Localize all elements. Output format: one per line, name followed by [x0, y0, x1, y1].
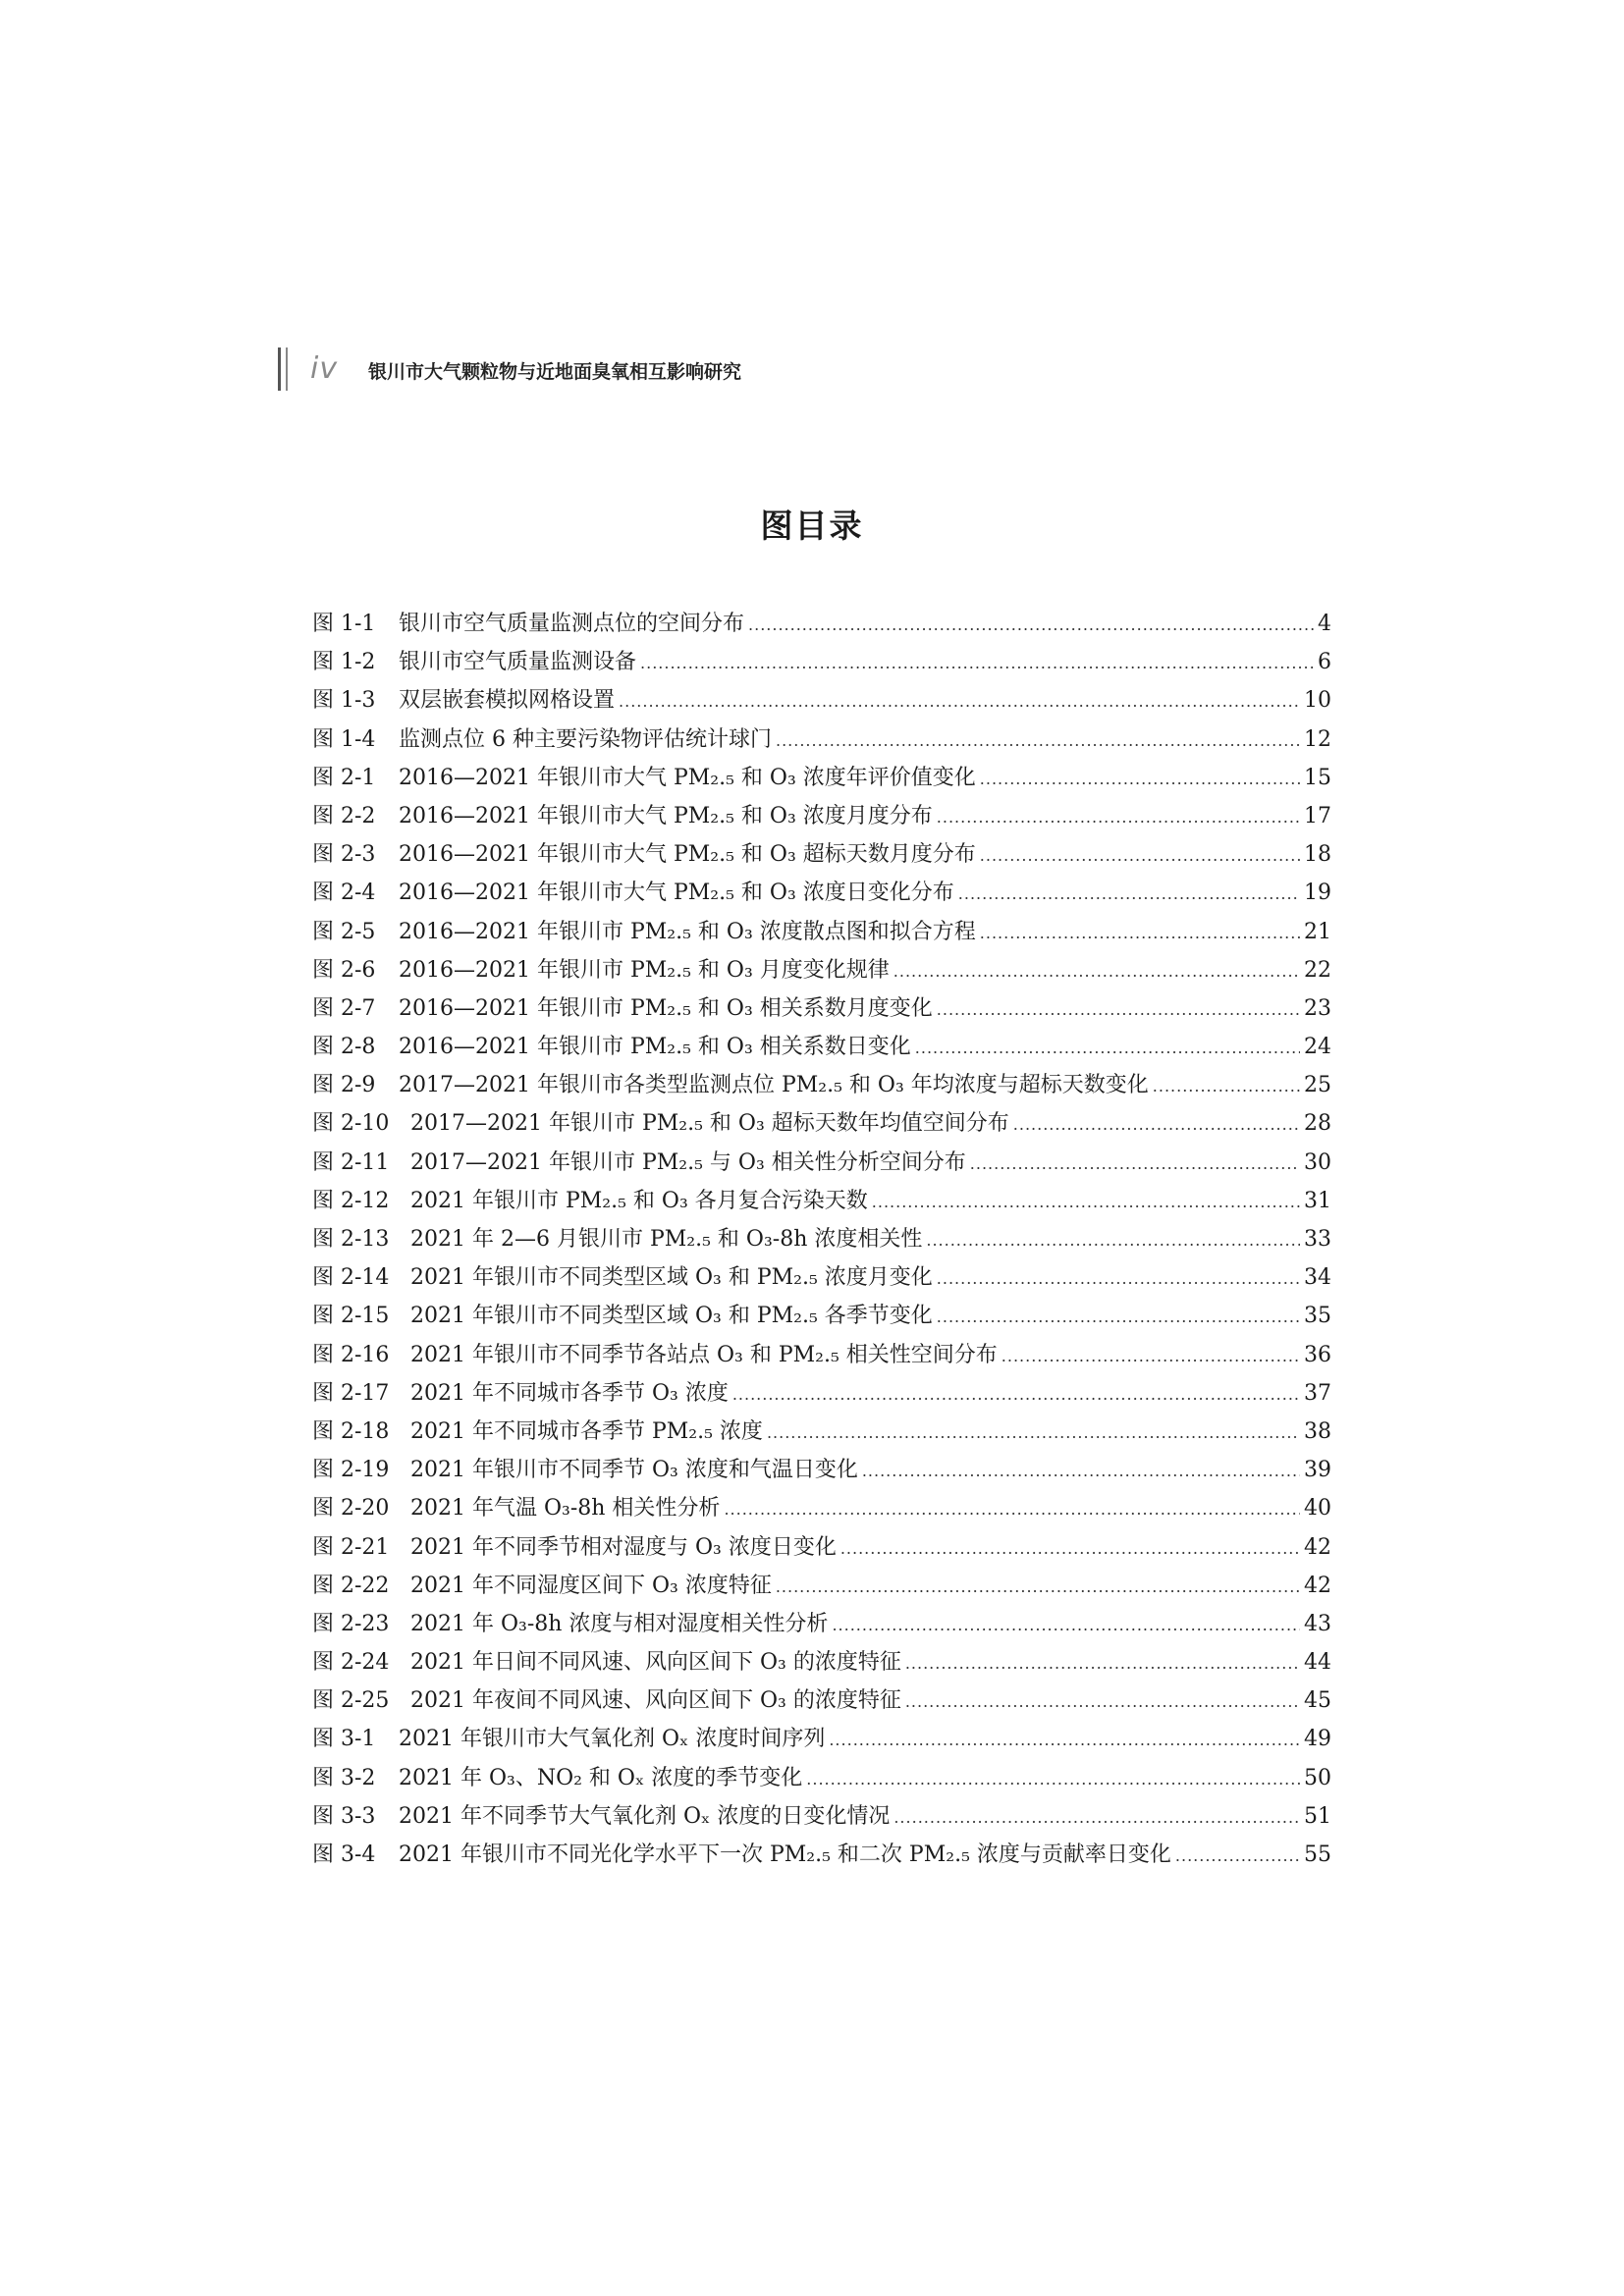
toc-entry[interactable]: [312, 759, 1331, 797]
page-ref: 18: [1304, 842, 1331, 868]
toc-entry[interactable]: [312, 643, 1331, 681]
figure-caption: 2016—2021 年银川市 PM₂.₅ 和 O₃ 浓度散点图和拟合方程: [399, 919, 976, 944]
page-ref: 45: [1304, 1688, 1331, 1714]
toc-entry[interactable]: [312, 1144, 1331, 1182]
figure-caption: 2016—2021 年银川市大气 PM₂.₅ 和 O₃ 浓度日变化分布: [399, 881, 954, 906]
dot-leader: [1001, 1337, 1300, 1375]
page-ref: 38: [1304, 1418, 1331, 1444]
toc-entry[interactable]: [312, 1104, 1331, 1143]
figure-label: 图 2-6: [312, 957, 376, 983]
dot-leader: [980, 760, 1300, 798]
page-ref: 12: [1304, 726, 1331, 752]
toc-entry[interactable]: [312, 874, 1331, 912]
figure-label: 图 1-3: [312, 688, 376, 714]
figure-caption: 银川市空气质量监测点位的空间分布: [399, 612, 745, 636]
page-ref: 39: [1304, 1458, 1331, 1483]
dot-leader: [640, 644, 1314, 682]
figure-caption: 2016—2021 年银川市大气 PM₂.₅ 和 O₃ 浓度月度分布: [399, 803, 933, 828]
toc-entry[interactable]: [312, 1413, 1331, 1451]
figure-caption: 2021 年不同湿度区间下 O₃ 浓度特征: [410, 1573, 772, 1598]
header-rule-thin: [286, 347, 288, 391]
dot-leader: [893, 952, 1300, 990]
dot-leader: [776, 721, 1300, 760]
toc-entry[interactable]: [312, 835, 1331, 874]
dot-leader: [893, 1798, 1300, 1837]
figure-label: 图 2-17: [312, 1380, 390, 1406]
figure-caption: 2021 年银川市不同类型区域 O₃ 和 PM₂.₅ 各季节变化: [410, 1304, 933, 1329]
dot-leader: [748, 606, 1314, 644]
page-number: iv: [310, 351, 339, 386]
figure-label: 图 2-10: [312, 1111, 390, 1137]
page-ref: 42: [1304, 1573, 1331, 1598]
figure-caption: 2021 年不同季节相对湿度与 O₃ 浓度日变化: [410, 1534, 837, 1560]
page-ref: 4: [1318, 612, 1331, 636]
figure-caption: 2017—2021 年银川市 PM₂.₅ 和 O₃ 超标天数年均值空间分布: [410, 1111, 1009, 1137]
figure-label: 图 2-20: [312, 1496, 390, 1522]
figure-caption: 2016—2021 年银川市 PM₂.₅ 和 O₃ 相关系数月度变化: [399, 995, 933, 1021]
figure-label: 图 2-4: [312, 881, 376, 906]
toc-entry[interactable]: [312, 1836, 1331, 1874]
figure-caption: 2021 年银川市 PM₂.₅ 和 O₃ 各月复合污染天数: [410, 1188, 868, 1213]
toc-entry[interactable]: [312, 1567, 1331, 1605]
page-ref: 49: [1304, 1727, 1331, 1752]
figure-caption: 2021 年银川市大气氧化剂 Oₓ 浓度时间序列: [399, 1727, 826, 1752]
toc-entry[interactable]: [312, 1297, 1331, 1335]
figure-caption: 2021 年不同季节大气氧化剂 Oₓ 浓度的日变化情况: [399, 1803, 891, 1829]
figure-label: 图 2-2: [312, 803, 376, 828]
running-header: [278, 347, 1162, 391]
dot-leader: [806, 1760, 1300, 1798]
dot-leader: [937, 1259, 1300, 1298]
figure-label: 图 2-18: [312, 1418, 390, 1444]
dot-leader: [862, 1452, 1300, 1490]
dot-leader: [619, 682, 1300, 721]
page-ref: 34: [1304, 1265, 1331, 1291]
toc-entry[interactable]: [312, 1605, 1331, 1643]
toc-entry[interactable]: [312, 1258, 1331, 1297]
figure-label: 图 2-25: [312, 1688, 390, 1714]
figure-label: 图 3-4: [312, 1842, 376, 1867]
figure-label: 图 2-19: [312, 1458, 390, 1483]
figure-caption: 2021 年不同城市各季节 PM₂.₅ 浓度: [410, 1418, 763, 1444]
toc-entry[interactable]: [312, 797, 1331, 835]
figure-label: 图 2-12: [312, 1188, 390, 1213]
page-ref: 31: [1304, 1188, 1331, 1213]
page-ref: 55: [1304, 1842, 1331, 1867]
toc-entry[interactable]: [312, 1220, 1331, 1258]
toc-title: 图目录: [760, 507, 864, 545]
figure-list: [312, 605, 1331, 1874]
figure-label: 图 2-3: [312, 842, 376, 868]
toc-entry[interactable]: [312, 1182, 1331, 1220]
figure-label: 图 2-5: [312, 919, 376, 944]
figure-label: 图 1-4: [312, 726, 376, 752]
dot-leader: [724, 1490, 1300, 1528]
figure-label: 图 2-24: [312, 1650, 390, 1676]
figure-label: 图 3-1: [312, 1727, 376, 1752]
dot-leader: [915, 1029, 1300, 1067]
toc-entry[interactable]: [312, 1682, 1331, 1720]
page-ref: 6: [1318, 650, 1331, 675]
figure-caption: 2021 年 O₃、NO₂ 和 Oₓ 浓度的季节变化: [399, 1765, 803, 1790]
figure-label: 图 3-2: [312, 1765, 376, 1790]
dot-leader: [958, 875, 1300, 913]
page-ref: 15: [1304, 765, 1331, 790]
toc-entry[interactable]: [312, 1451, 1331, 1489]
toc-entry[interactable]: [312, 1374, 1331, 1413]
figure-caption: 2017—2021 年银川市 PM₂.₅ 与 O₃ 相关性分析空间分布: [410, 1149, 966, 1175]
toc-entry[interactable]: [312, 989, 1331, 1028]
dot-leader: [872, 1183, 1300, 1221]
figure-label: 图 2-14: [312, 1265, 390, 1291]
page-ref: 33: [1304, 1227, 1331, 1252]
dot-leader: [732, 1375, 1300, 1414]
toc-entry[interactable]: [312, 1528, 1331, 1567]
page-ref: 37: [1304, 1380, 1331, 1406]
figure-label: 图 1-2: [312, 650, 376, 675]
figure-caption: 2021 年日间不同风速、风向区间下 O₃ 的浓度特征: [410, 1650, 901, 1676]
header-rule-thick: [278, 347, 281, 391]
dot-leader: [980, 914, 1300, 952]
dot-leader: [1013, 1105, 1300, 1144]
dot-leader: [980, 836, 1300, 875]
dot-leader: [840, 1529, 1300, 1568]
dot-leader: [767, 1414, 1300, 1452]
figure-caption: 2021 年气温 O₃-8h 相关性分析: [410, 1496, 721, 1522]
toc-entry[interactable]: [312, 721, 1331, 759]
figure-label: 图 2-15: [312, 1304, 390, 1329]
figure-label: 图 2-1: [312, 765, 376, 790]
dot-leader: [829, 1721, 1300, 1759]
figure-caption: 2021 年 O₃-8h 浓度与相对湿度相关性分析: [410, 1611, 829, 1636]
toc-entry[interactable]: [312, 913, 1331, 951]
toc-entry[interactable]: [312, 1759, 1331, 1797]
toc-entry[interactable]: [312, 1643, 1331, 1682]
page-ref: 28: [1304, 1111, 1331, 1137]
figure-caption: 2021 年银川市不同季节 O₃ 浓度和气温日变化: [410, 1458, 858, 1483]
page-ref: 24: [1304, 1035, 1331, 1060]
toc-entry[interactable]: [312, 1720, 1331, 1758]
figure-label: 图 2-21: [312, 1534, 390, 1560]
toc-entry[interactable]: [312, 605, 1331, 643]
dot-leader: [937, 1298, 1300, 1336]
figure-caption: 2021 年 2—6 月银川市 PM₂.₅ 和 O₃-8h 浓度相关性: [410, 1227, 923, 1252]
page-ref: 10: [1304, 688, 1331, 714]
toc-entry[interactable]: [312, 681, 1331, 720]
figure-label: 图 1-1: [312, 612, 376, 636]
figure-caption: 2016—2021 年银川市 PM₂.₅ 和 O₃ 相关系数日变化: [399, 1035, 911, 1060]
figure-caption: 2021 年银川市不同季节各站点 O₃ 和 PM₂.₅ 相关性空间分布: [410, 1342, 998, 1367]
figure-label: 图 2-11: [312, 1149, 390, 1175]
figure-caption: 2021 年银川市不同光化学水平下一次 PM₂.₅ 和二次 PM₂.₅ 浓度与贡献率日变化: [399, 1842, 1171, 1867]
figure-caption: 2016—2021 年银川市大气 PM₂.₅ 和 O₃ 超标天数月度分布: [399, 842, 976, 868]
page-ref: 44: [1304, 1650, 1331, 1676]
toc-entry[interactable]: [312, 1028, 1331, 1066]
figure-caption: 双层嵌套模拟网格设置: [399, 688, 616, 714]
dot-leader: [926, 1221, 1300, 1259]
figure-label: 图 2-9: [312, 1073, 376, 1098]
figure-caption: 2021 年不同城市各季节 O₃ 浓度: [410, 1380, 729, 1406]
figure-label: 图 2-8: [312, 1035, 376, 1060]
figure-label: 图 2-22: [312, 1573, 390, 1598]
figure-caption: 2016—2021 年银川市大气 PM₂.₅ 和 O₃ 浓度年评价值变化: [399, 765, 976, 790]
figure-label: 图 2-23: [312, 1611, 390, 1636]
toc-entry[interactable]: [312, 1066, 1331, 1104]
dot-leader: [1153, 1067, 1300, 1105]
figure-label: 图 2-16: [312, 1342, 390, 1367]
page-ref: 23: [1304, 995, 1331, 1021]
dot-leader: [776, 1568, 1300, 1606]
page-ref: 40: [1304, 1496, 1331, 1522]
figure-label: 图 3-3: [312, 1803, 376, 1829]
figure-caption: 监测点位 6 种主要污染物评估统计球门: [399, 726, 772, 752]
page-ref: 43: [1304, 1611, 1331, 1636]
page-ref: 50: [1304, 1765, 1331, 1790]
toc-entry[interactable]: [312, 951, 1331, 989]
toc-entry[interactable]: [312, 1489, 1331, 1527]
figure-caption: 2021 年银川市不同类型区域 O₃ 和 PM₂.₅ 浓度月变化: [410, 1265, 933, 1291]
dot-leader: [1175, 1837, 1300, 1875]
book-title: 银川市大气颗粒物与近地面臭氧相互影响研究: [368, 361, 742, 383]
page-ref: 25: [1304, 1073, 1331, 1098]
page-ref: 21: [1304, 919, 1331, 944]
figure-caption: 银川市空气质量监测设备: [399, 650, 637, 675]
page-ref: 35: [1304, 1304, 1331, 1329]
toc-entry[interactable]: [312, 1797, 1331, 1836]
dot-leader: [905, 1682, 1300, 1721]
figure-label: 图 2-13: [312, 1227, 390, 1252]
toc-entry[interactable]: [312, 1336, 1331, 1374]
dot-leader: [937, 798, 1300, 836]
figure-label: 图 2-7: [312, 995, 376, 1021]
figure-caption: 2017—2021 年银川市各类型监测点位 PM₂.₅ 和 O₃ 年均浓度与超标天数变化: [399, 1073, 1149, 1098]
page-ref: 51: [1304, 1803, 1331, 1829]
figure-caption: 2016—2021 年银川市 PM₂.₅ 和 O₃ 月度变化规律: [399, 957, 890, 983]
page-ref: 36: [1304, 1342, 1331, 1367]
page-ref: 17: [1304, 803, 1331, 828]
figure-caption: 2021 年夜间不同风速、风向区间下 O₃ 的浓度特征: [410, 1688, 901, 1714]
dot-leader: [832, 1606, 1300, 1644]
dot-leader: [937, 990, 1300, 1029]
page-ref: 19: [1304, 881, 1331, 906]
page-ref: 30: [1304, 1149, 1331, 1175]
page-ref: 42: [1304, 1534, 1331, 1560]
dot-leader: [905, 1644, 1300, 1682]
dot-leader: [970, 1145, 1300, 1183]
page-ref: 22: [1304, 957, 1331, 983]
